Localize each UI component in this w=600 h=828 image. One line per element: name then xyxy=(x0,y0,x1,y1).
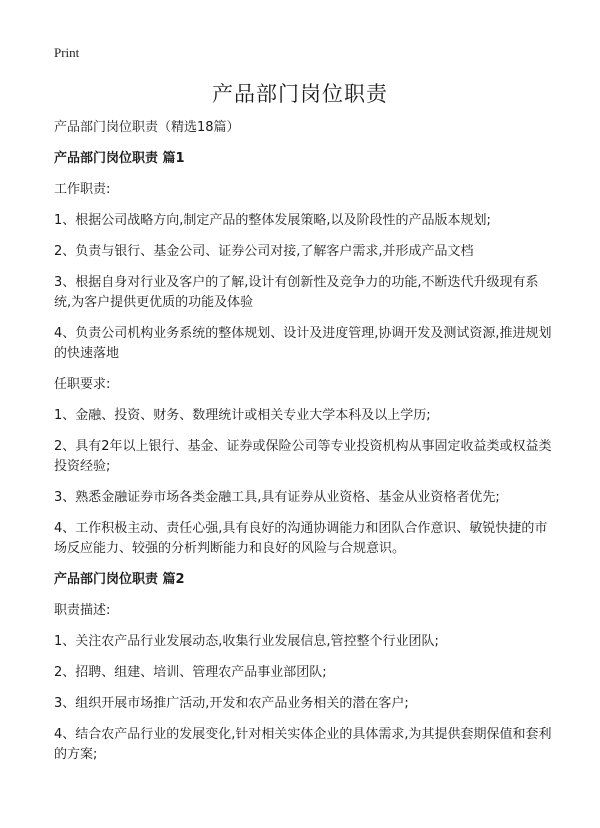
section-2 xyxy=(54,570,554,765)
list-item: 2、具有2年以上银行、基金、证券或保险公司等专业投资机构从事固定收益类或权益类投资经验; xyxy=(54,439,552,474)
section-1 xyxy=(54,149,554,559)
section-heading: 产品部门岗位职责 篇1 xyxy=(54,151,185,166)
block-label: 职责描述: xyxy=(54,603,111,618)
block-label: 工作职责: xyxy=(54,182,111,197)
list-item: 2、负责与银行、基金公司、证券公司对接,了解客户需求,并形成产品文档 xyxy=(54,244,474,259)
list-item: 3、组织开展市场推广活动,开发和农产品业务相关的潜在客户; xyxy=(54,696,409,711)
list-item: 1、金融、投资、财务、数理统计或相关专业大学本科及以上学历; xyxy=(54,408,431,423)
list-item: 3、熟悉金融证券市场各类金融工具,具有证券从业资格、基金从业资格者优先; xyxy=(54,490,500,505)
list-item: 4、负责公司机构业务系统的整体规划、设计及进度管理,协调开发及测试资源,推进规划的快速落地 xyxy=(54,326,552,361)
section-heading: 产品部门岗位职责 篇2 xyxy=(54,572,185,587)
list-item: 1、根据公司战略方向,制定产品的整体发展策略,以及阶段性的产品版本规划; xyxy=(54,213,491,228)
document-body xyxy=(54,118,554,776)
list-item: 1、关注农产品行业发展动态,收集行业发展信息,管控整个行业团队; xyxy=(54,634,439,649)
block-label: 任职要求: xyxy=(54,377,111,392)
document-subtitle: 产品部门岗位职责（精选18篇） xyxy=(54,120,240,135)
list-item: 4、工作积极主动、责任心强,具有良好的沟通协调能力和团队合作意识、敏锐快捷的市场反应能力、较强的分析判断能力和良好的风险与合规意识。 xyxy=(54,521,548,556)
list-item: 2、招聘、组建、培训、管理农产品事业部团队; xyxy=(54,665,327,680)
page-title: 产品部门岗位职责 xyxy=(212,82,388,106)
print-link[interactable]: Print xyxy=(54,45,80,60)
list-item: 4、结合农产品行业的发展变化,针对相关实体企业的具体需求,为其提供套期保值和套利的方案; xyxy=(54,727,552,762)
list-item: 3、根据自身对行业及客户的了解,设计有创新性及竞争力的功能,不断迭代升级现有系统,为客户提供更优质的功能及体验 xyxy=(54,275,539,310)
